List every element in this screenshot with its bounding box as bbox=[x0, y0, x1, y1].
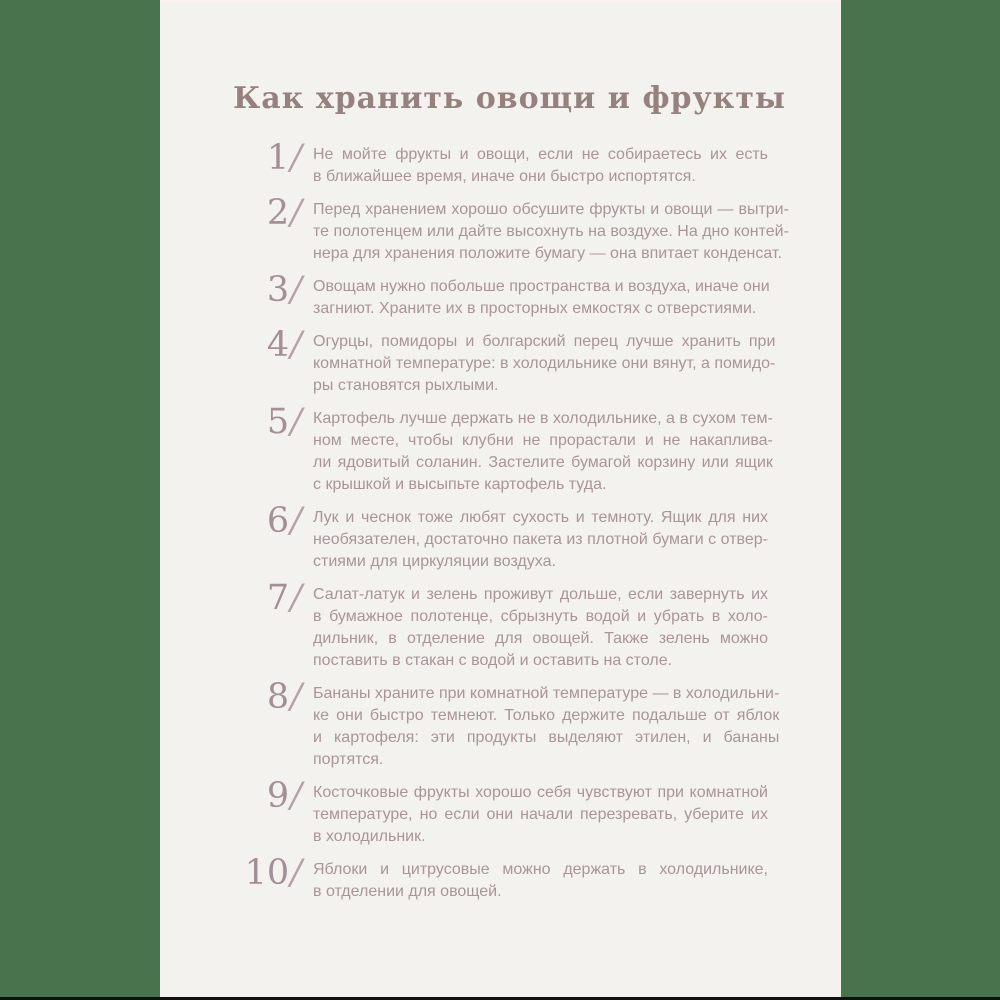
poster-card bbox=[160, 0, 841, 1000]
item-number bbox=[242, 324, 302, 365]
item-text-line: загниют. Храните их в просторных емкостях с отверстиями. bbox=[313, 299, 757, 317]
item-text-line: комнатной температуре: в холодильнике они вянут, а помидо- bbox=[313, 354, 776, 372]
item-text bbox=[313, 584, 768, 672]
item-number bbox=[242, 852, 302, 893]
page-title: Как хранить овощи и фрукты bbox=[232, 81, 787, 116]
item-text-line: Лук и чеснок тоже любят сухость и темноту. Ящик для них bbox=[313, 508, 768, 526]
item-number bbox=[242, 500, 302, 541]
item-number-digits: 4 bbox=[266, 324, 290, 365]
item-number-digits: 9 bbox=[266, 775, 290, 816]
item-text-line: температуре, но если они начали перезревать, уберите их bbox=[313, 805, 768, 823]
item-text-line: Картофель лучше держать не в холодильнике, а в сухом тем- bbox=[313, 409, 773, 427]
item-number bbox=[242, 577, 302, 618]
item-text bbox=[313, 859, 768, 903]
tip-item bbox=[242, 192, 789, 265]
item-text-line: ли ядовитый соланин. Застелите бумагой корзину или ящик bbox=[313, 453, 773, 471]
item-number-slash: / bbox=[290, 676, 302, 717]
item-text-line: с крышкой и высыпьте картофель туда. bbox=[313, 475, 607, 493]
item-text bbox=[313, 782, 768, 848]
item-number-slash: / bbox=[290, 852, 302, 893]
item-text bbox=[313, 408, 773, 496]
item-text-line: поставить в стакан с водой и оставить на столе. bbox=[313, 651, 673, 669]
item-text-line: ном месте, чтобы клубни не прорастали и не накаплива- bbox=[313, 431, 773, 449]
item-text bbox=[313, 144, 768, 188]
item-text-line: те полотенцем или дайте высохнуть на воздухе. На дно контей- bbox=[313, 222, 789, 240]
tip-item bbox=[242, 137, 768, 188]
card-top-edge bbox=[160, 0, 841, 2]
tip-item bbox=[242, 401, 773, 496]
item-text-line: дильник, в отделение для овощей. Также зелень можно bbox=[313, 629, 768, 647]
item-text bbox=[313, 507, 768, 573]
item-number-slash: / bbox=[290, 577, 302, 618]
tip-item bbox=[242, 775, 768, 848]
item-text bbox=[313, 199, 789, 265]
item-number bbox=[242, 137, 302, 178]
tip-item bbox=[242, 269, 770, 320]
item-number bbox=[242, 676, 302, 717]
item-text bbox=[313, 683, 779, 771]
item-number-slash: / bbox=[290, 324, 302, 365]
item-text-line: портятся. bbox=[313, 750, 384, 768]
item-text-line: необязателен, достаточно пакета из плотной бумаги с отвер- bbox=[313, 530, 768, 548]
item-number-slash: / bbox=[290, 137, 302, 178]
item-number-slash: / bbox=[290, 192, 302, 233]
item-text-line: в отделении для овощей. bbox=[313, 882, 502, 900]
item-number bbox=[242, 192, 302, 233]
tip-item bbox=[242, 324, 776, 397]
tips-list bbox=[242, 137, 789, 903]
item-text-line: Не мойте фрукты и овощи, если не собираетесь их есть bbox=[313, 145, 768, 163]
item-text-line: Салат-латук и зелень проживут дольше, если завернуть их bbox=[313, 585, 768, 603]
item-text-line: Бананы храните при комнатной температуре — в холодильни- bbox=[313, 684, 780, 702]
item-number bbox=[242, 401, 302, 442]
item-text-line: в холодильник. bbox=[313, 827, 426, 845]
item-text-line: Косточковые фрукты хорошо себя чувствуют при комнатной bbox=[313, 783, 768, 801]
item-number-digits: 6 bbox=[266, 500, 290, 541]
tip-item bbox=[242, 676, 780, 771]
item-number-slash: / bbox=[290, 500, 302, 541]
tip-item bbox=[242, 500, 768, 573]
item-number-digits: 10 bbox=[244, 852, 290, 893]
item-number bbox=[242, 269, 302, 310]
item-number bbox=[242, 775, 302, 816]
item-number-slash: / bbox=[290, 401, 302, 442]
item-text-line: нера для хранения положите бумагу — она впитает конденсат. bbox=[313, 244, 782, 262]
item-number-digits: 2 bbox=[266, 192, 290, 233]
item-number-slash: / bbox=[290, 269, 302, 310]
item-text bbox=[313, 276, 770, 320]
item-number-digits: 1 bbox=[266, 137, 290, 178]
tip-item bbox=[242, 852, 768, 903]
item-text-line: в бумажное полотенце, сбрызнуть водой и убрать в холо- bbox=[313, 607, 768, 625]
item-number-slash: / bbox=[290, 775, 302, 816]
item-number-digits: 3 bbox=[266, 269, 290, 310]
item-number-digits: 7 bbox=[266, 577, 290, 618]
item-text bbox=[313, 331, 775, 397]
item-text-line: Огурцы, помидоры и болгарский перец лучше хранить при bbox=[313, 332, 776, 350]
item-text-line: и картофеля: эти продукты выделяют этилен, и бананы bbox=[313, 728, 780, 746]
item-text-line: Яблоки и цитрусовые можно держать в холодильнике, bbox=[313, 860, 768, 878]
item-text-line: в ближайшее время, иначе они быстро испортятся. bbox=[313, 167, 696, 185]
item-text-line: ке они быстро темнеют. Только держите подальше от яблок bbox=[313, 706, 780, 724]
item-text-line: стиями для циркуляции воздуха. bbox=[313, 552, 556, 570]
item-text-line: Перед хранением хорошо обсушите фрукты и овощи — вытри- bbox=[313, 200, 789, 218]
tip-item bbox=[242, 577, 768, 672]
item-text-line: Овощам нужно побольше пространства и воздуха, иначе они bbox=[313, 277, 770, 295]
item-number-digits: 5 bbox=[266, 401, 290, 442]
item-number-digits: 8 bbox=[266, 676, 290, 717]
item-text-line: ры становятся рыхлыми. bbox=[313, 376, 499, 394]
